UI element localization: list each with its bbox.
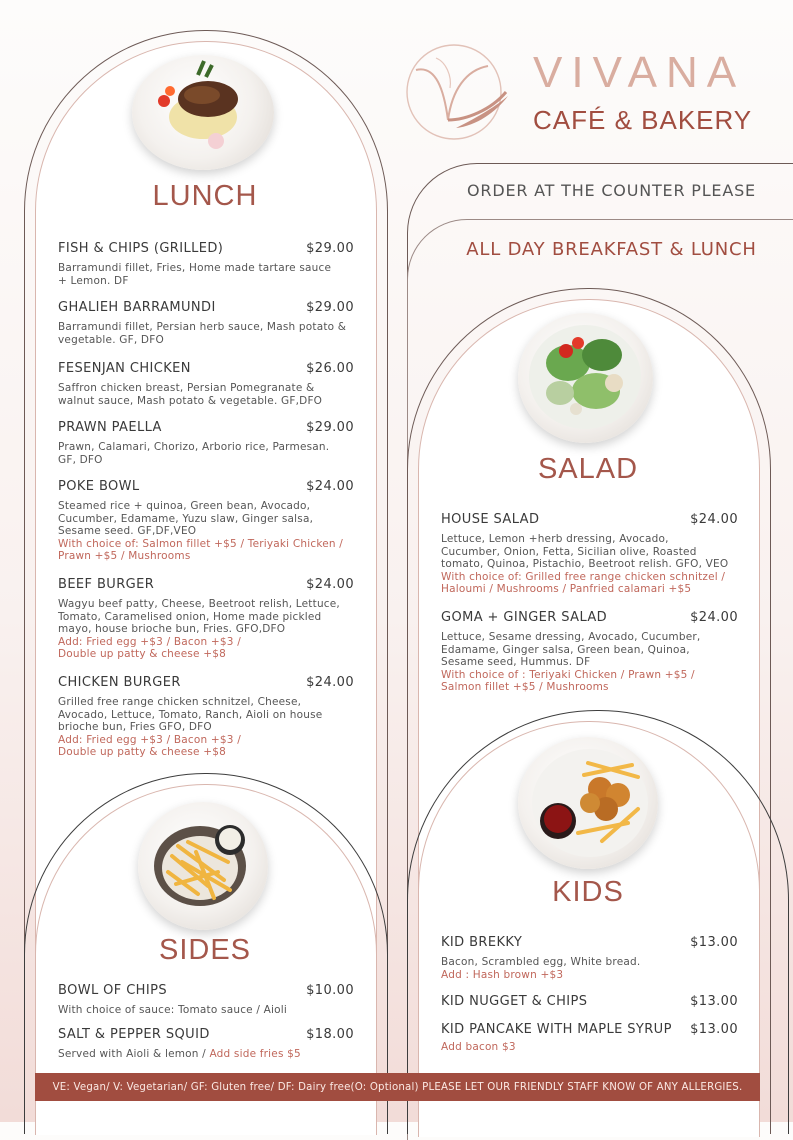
- sides-title: SIDES: [158, 934, 252, 966]
- item-desc: Grilled free range chicken schnitzel, Cheese, Avocado, Lettuce, Tomato, Ranch, Aioli on house brioche bun, Fries GFO, DFO: [58, 696, 323, 734]
- item-desc: Saffron chicken breast, Persian Pomegranate & walnut sauce, Mash potato & vegetable. GF,DFO: [58, 382, 323, 407]
- item-price: $29.00: [306, 420, 354, 435]
- lunch-item: [58, 361, 354, 407]
- item-name: PRAWN PAELLA: [58, 420, 162, 435]
- item-desc: Prawn, Calamari, Chorizo, Arborio rice, Parmesan. GF, DFO: [58, 441, 330, 466]
- item-desc: Bacon, Scrambled egg, White bread.: [441, 956, 641, 968]
- item-name: KID PANCAKE WITH MAPLE SYRUP: [441, 1022, 672, 1037]
- item-price: $24.00: [690, 610, 738, 625]
- salad-item: [441, 610, 738, 694]
- item-name: BEEF BURGER: [58, 577, 155, 592]
- sides-item: [58, 1027, 354, 1061]
- item-price: $13.00: [690, 994, 738, 1009]
- salad-bowl-image: [518, 313, 653, 443]
- item-name: SALT & PEPPER SQUID: [58, 1027, 210, 1042]
- item-price: $10.00: [306, 983, 354, 998]
- kids-item: [441, 1022, 738, 1054]
- item-price: $29.00: [306, 241, 354, 256]
- allergen-footer: VE: Vegan/ V: Vegetarian/ GF: Gluten free/ DF: Dairy free(O: Optional) PLEASE LET OUR FRIENDLY STAFF KNOW OF ANY ALLERGIES.: [35, 1073, 760, 1101]
- item-price: $24.00: [306, 577, 354, 592]
- lunch-item: [58, 577, 354, 661]
- item-desc: With choice of sauce: Tomato sauce / Aioli: [58, 1004, 288, 1016]
- item-price: $24.00: [690, 512, 738, 527]
- kids-item: [441, 935, 738, 981]
- lunch-item: [58, 300, 354, 346]
- item-name: KID NUGGET & CHIPS: [441, 994, 588, 1009]
- item-option: With choice of: Grilled free range chicken schnitzel / Haloumi / Mushrooms / Panfried calamari +$5: [441, 570, 726, 596]
- item-name: KID BREKKY: [441, 935, 523, 950]
- item-name: GHALIEH BARRAMUNDI: [58, 300, 216, 315]
- item-desc: [58, 1048, 354, 1061]
- item-price: $18.00: [306, 1027, 354, 1042]
- lunch-item: [58, 479, 354, 563]
- lunch-item: [58, 241, 354, 287]
- salad-item: [441, 512, 738, 596]
- lunch-dish-image: [132, 55, 274, 170]
- kids-title: KIDS: [552, 876, 624, 908]
- item-price: $24.00: [306, 675, 354, 690]
- item-price: $24.00: [306, 479, 354, 494]
- item-price: $26.00: [306, 361, 354, 376]
- item-name: HOUSE SALAD: [441, 512, 540, 527]
- chips-basket-image: [138, 802, 268, 930]
- item-name: BOWL OF CHIPS: [58, 983, 167, 998]
- item-option: Add: Fried egg +$3 / Bacon +$3 / Double up patty & cheese +$8: [58, 635, 241, 661]
- item-name: CHICKEN BURGER: [58, 675, 181, 690]
- salad-title: SALAD: [537, 453, 639, 485]
- item-option: Add bacon $3: [441, 1041, 516, 1053]
- item-desc: Barramundi fillet, Fries, Home made tartare sauce + Lemon. DF: [58, 262, 332, 287]
- item-name: POKE BOWL: [58, 479, 140, 494]
- item-name: GOMA + GINGER SALAD: [441, 610, 608, 625]
- vivana-logo-icon: [396, 40, 516, 144]
- order-notice: ORDER AT THE COUNTER PLEASE: [467, 181, 756, 200]
- item-name: FESENJAN CHICKEN: [58, 361, 191, 376]
- item-price: $13.00: [690, 1022, 738, 1037]
- brand-subtitle: CAFÉ & BAKERY: [533, 105, 753, 135]
- item-option: Add side fries $5: [209, 1048, 301, 1060]
- item-desc: Wagyu beef patty, Cheese, Beetroot relish, Lettuce, Tomato, Caramelised onion, Home made pickled mayo, house brioche bun, Fries. GFO,DFO: [58, 598, 340, 636]
- item-desc: Steamed rice + quinoa, Green bean, Avocado, Cucumber, Edamame, Yuzu slaw, Ginger salsa, Sesame seed. GF,DF,VEO: [58, 500, 314, 538]
- nuggets-plate-image: [518, 737, 658, 869]
- item-desc-text: Served with Aioli & lemon /: [58, 1048, 210, 1060]
- item-desc: Lettuce, Sesame dressing, Avocado, Cucumber, Edamame, Ginger salsa, Green bean, Quinoa, Sesame seed, Hummus. DF: [441, 631, 701, 669]
- item-desc: Lettuce, Lemon +herb dressing, Avocado, Cucumber, Onion, Fetta, Sicilian olive, Roasted tomato, Quinoa, Pistachio, Beetroot relish. GFO, VEO: [441, 533, 729, 571]
- item-option: With choice of : Teriyaki Chicken / Prawn +$5 / Salmon fillet +$5 / Mushrooms: [441, 668, 695, 694]
- item-name: FISH & CHIPS (GRILLED): [58, 241, 224, 256]
- headline: ALL DAY BREAKFAST & LUNCH: [466, 239, 757, 260]
- item-desc: Barramundi fillet, Persian herb sauce, Mash potato & vegetable. GF, DFO: [58, 321, 347, 346]
- item-option: Add: Fried egg +$3 / Bacon +$3 / Double up patty & cheese +$8: [58, 733, 241, 759]
- lunch-item: [58, 420, 354, 466]
- brand-name: VIVANA: [533, 48, 746, 97]
- sides-item: [58, 983, 354, 1017]
- item-option: Add : Hash brown +$3: [441, 968, 564, 981]
- item-option: With choice of: Salmon fillet +$5 / Teriyaki Chicken / Prawn +$5 / Mushrooms: [58, 537, 344, 563]
- item-price: $13.00: [690, 935, 738, 950]
- lunch-title: LUNCH: [152, 180, 258, 212]
- item-price: $29.00: [306, 300, 354, 315]
- kids-item: [441, 994, 738, 1009]
- lunch-item: [58, 675, 354, 759]
